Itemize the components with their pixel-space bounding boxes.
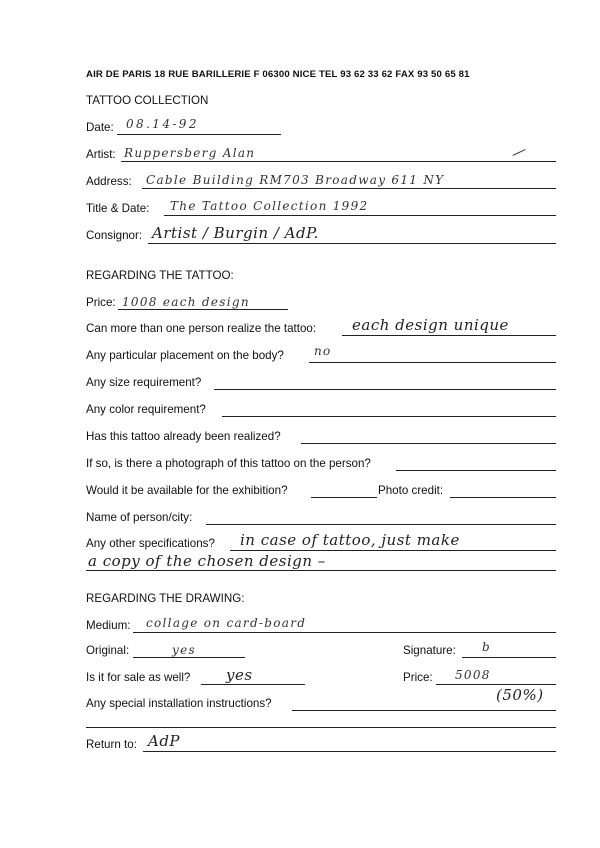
- placement-line: [309, 362, 556, 363]
- address-value: Cable Building RM703 Broadway 611 NY: [146, 173, 445, 187]
- for-sale-label: Is it for sale as well?: [86, 671, 191, 684]
- consignor-line: [148, 243, 556, 244]
- placement-label: Any particular placement on the body?: [86, 349, 284, 362]
- color-line: [222, 416, 556, 417]
- drawing-price-label: Price:: [403, 671, 433, 684]
- installation-label: Any special installation instructions?: [86, 697, 272, 710]
- original-label: Original:: [86, 644, 130, 657]
- signature-label: Signature:: [403, 644, 456, 657]
- installation-line: [292, 710, 556, 711]
- placement-value: no: [314, 344, 332, 358]
- photo-credit-line: [450, 497, 556, 498]
- exhibition-label: Would it be available for the exhibition?: [86, 484, 288, 497]
- drawing-section-heading: REGARDING THE DRAWING:: [86, 592, 245, 605]
- medium-line: [133, 632, 556, 633]
- artist-value: Ruppersberg Alan: [124, 146, 256, 160]
- other-specs-value-line2: a copy of the chosen design –: [88, 552, 326, 570]
- other-specs-label: Any other specifications?: [86, 537, 215, 550]
- size-label: Any size requirement?: [86, 376, 202, 389]
- return-to-label: Return to:: [86, 738, 137, 751]
- realized-line: [301, 443, 556, 444]
- tattoo-section-heading: REGARDING THE TATTOO:: [86, 269, 234, 282]
- for-sale-value: yes: [226, 666, 253, 684]
- photograph-label: If so, is there a photograph of this tattoo on the person?: [86, 457, 371, 470]
- title-date-label: Title & Date:: [86, 202, 150, 215]
- realized-label: Has this tattoo already been realized?: [86, 430, 281, 443]
- date-line: [117, 134, 281, 135]
- other-specs-value-line1: in case of tattoo, just make: [240, 531, 460, 549]
- tattoo-price-value: 1008 each design: [122, 295, 250, 309]
- title-date-value: The Tattoo Collection 1992: [170, 199, 369, 213]
- photo-credit-label: Photo credit:: [378, 484, 444, 497]
- date-label: Date:: [86, 121, 114, 134]
- size-line: [214, 389, 556, 390]
- consignor-label: Consignor:: [86, 229, 143, 242]
- more-than-one-label: Can more than one person realize the tattoo:: [86, 322, 317, 335]
- drawing-price-note: (50%): [496, 686, 544, 704]
- tattoo-price-label: Price:: [86, 296, 116, 309]
- person-city-label: Name of person/city:: [86, 511, 193, 524]
- drawing-price-line: [436, 684, 556, 685]
- address-label: Address:: [86, 175, 132, 188]
- for-sale-line: [201, 684, 305, 685]
- more-than-one-value: each design unique: [352, 316, 509, 334]
- drawing-price-value: 5008: [455, 668, 491, 682]
- artist-label: Artist:: [86, 148, 116, 161]
- other-specs-line: [230, 550, 556, 551]
- medium-label: Medium:: [86, 619, 131, 632]
- original-value: yes: [172, 643, 196, 657]
- address-line: [142, 188, 556, 189]
- signature-line: [462, 657, 556, 658]
- consignor-value: Artist / Burgin / AdP.: [152, 224, 319, 242]
- exhibition-line: [311, 497, 377, 498]
- return-to-value: AdP: [148, 732, 181, 750]
- title-date-line: [164, 215, 556, 216]
- medium-value: collage on card-board: [146, 616, 307, 630]
- photograph-line: [396, 470, 556, 471]
- other-specs-line-2: [86, 570, 556, 571]
- return-to-line: [143, 751, 556, 752]
- signature-value: b: [482, 640, 491, 654]
- person-city-line: [206, 524, 556, 525]
- original-line: [133, 657, 245, 658]
- tattoo-price-line: [118, 309, 288, 310]
- section-divider: [86, 727, 556, 728]
- color-label: Any color requirement?: [86, 403, 206, 416]
- form-title: TATTOO COLLECTION: [86, 94, 209, 107]
- check-mark: [512, 149, 525, 156]
- artist-line: [121, 161, 556, 162]
- date-value: 08.14-92: [126, 117, 199, 131]
- more-than-one-line: [342, 335, 556, 336]
- gallery-header: AIR DE PARIS 18 RUE BARILLERIE F 06300 NICE TEL 93 62 33 62 FAX 93 50 65 81: [86, 69, 470, 80]
